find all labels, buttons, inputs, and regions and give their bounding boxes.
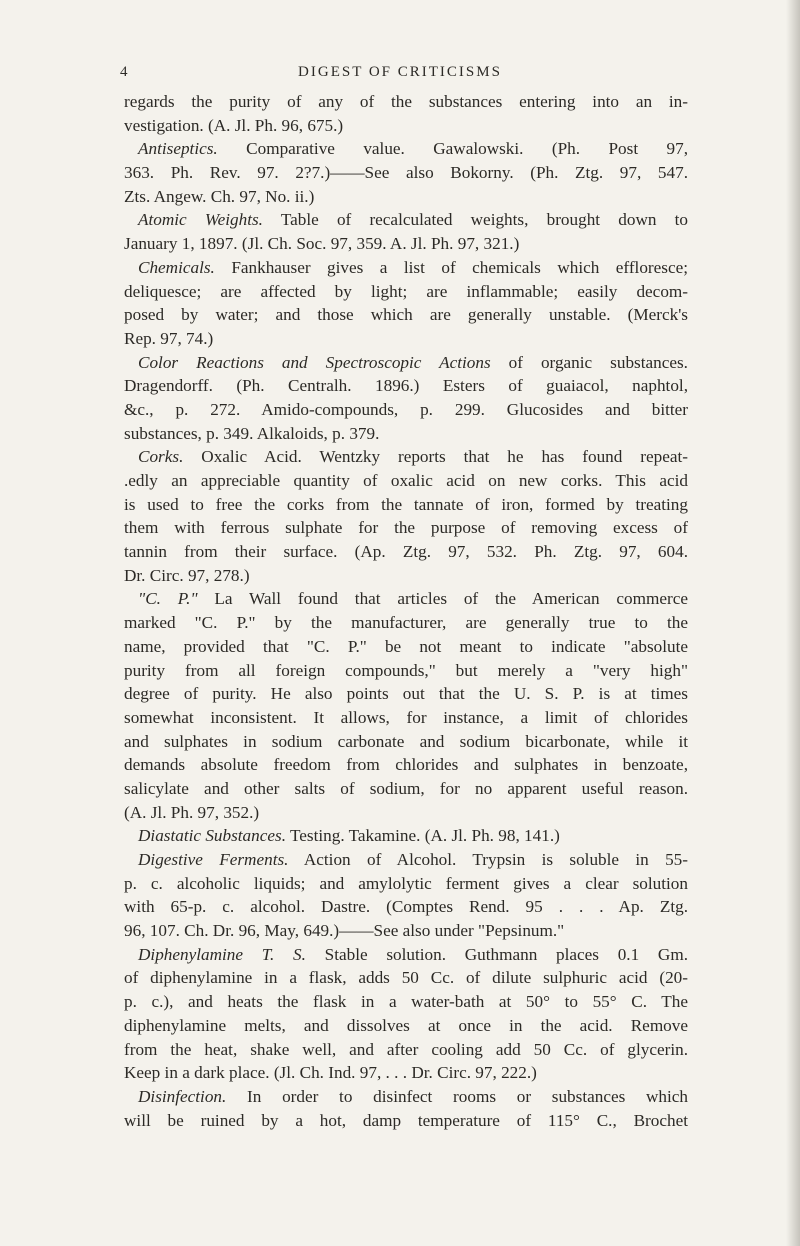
entry-heading: Disinfection. [138,1086,227,1106]
text-line [124,1085,688,1109]
entry-heading: Atomic Weights. [138,210,263,230]
line-text: Dragendorff. (Ph. Centralh. 1896.) Esters of guaiacol, naphtol, [124,376,688,396]
line-text: of diphenylamine in a flask, adds 50 Cc. of dilute sulphuric acid (20- [124,968,688,988]
line-text: and sulphates in sodium carbonate and sodium bicarbonate, while it [124,731,688,751]
text-line [124,706,688,730]
page-body [124,90,688,1132]
text-line [124,895,688,919]
line-text: p. c. alcoholic liquids; and amylolytic ferment gives a clear solution [124,873,688,893]
line-text: somewhat inconsistent. It allows, for instance, a limit of chlorides [124,707,688,727]
text-line [124,753,688,777]
line-text: Oxalic Acid. Wentzky reports that he has found repeat- [183,447,688,467]
text-line [124,659,688,683]
line-text: posed by water; and those which are generally unstable. (Merck's [124,305,688,325]
text-line [124,943,688,967]
line-text: salicylate and other salts of sodium, for no apparent useful reason. [124,778,688,798]
line-text: Rep. 97, 74.) [124,328,214,348]
entry-heading: Corks. [138,447,184,467]
text-line [124,351,688,375]
text-line [124,824,688,848]
line-text: .edly an appreciable quantity of oxalic acid on new corks. This acid [124,471,688,490]
text-line [124,208,688,232]
text-line [124,422,688,446]
text-line [124,445,688,469]
line-text: 96, 107. Ch. Dr. 96, May, 649.)——See also under "Pepsinum." [124,921,565,941]
text-line [124,990,688,1014]
page-header [0,64,800,86]
text-line [124,185,688,209]
entry-heading: Diastatic Substances. [138,826,286,846]
line-text: of organic substances. [490,352,688,372]
line-text: tannin from their surface. (Ap. Ztg. 97, 532. Ph. Ztg. 97, 604. [124,542,688,562]
text-line [124,398,688,422]
text-line [124,327,688,351]
line-text: Table of recalculated weights, brought down to [262,210,689,230]
text-line [124,801,688,825]
page-number: 4 [120,64,129,80]
entry-heading: Digestive Ferments. [138,850,289,869]
line-text: (A. Jl. Ph. 97, 352.) [124,802,260,822]
text-line [124,635,688,659]
line-text: marked "C. P." by the manufacturer, are generally true to the [124,613,688,633]
text-line [124,493,688,517]
line-text: deliquesce; are affected by light; are inflammable; easily decom- [124,281,688,301]
line-text: regards the purity of any of the substances entering into an in- [124,92,688,111]
line-text: Testing. Takamine. (A. Jl. Ph. 98, 141.) [286,826,560,846]
text-line [124,1014,688,1038]
text-line [124,1038,688,1062]
text-line [124,966,688,990]
text-line [124,232,688,256]
line-text: Fankhauser gives a list of chemicals which effloresce; [214,257,688,277]
text-line [124,872,688,896]
line-text: Dr. Circ. 97, 278.) [124,565,250,585]
entry-heading: Chemicals. [138,257,215,277]
line-text: In order to disinfect rooms or substances which [226,1086,688,1106]
text-line [124,919,688,943]
line-text: name, provided that "C. P." be not meant to indicate "absolute [124,636,688,656]
entry-heading: Diphenylamine T. S. [138,944,306,964]
text-line [124,280,688,304]
line-text: Stable solution. Guthmann places 0.1 Gm. [305,944,688,964]
line-text: substances, p. 349. Alkaloids, p. 379. [124,423,380,443]
line-text: &c., p. 272. Amido-compounds, p. 299. Glucosides and bitter [124,399,688,419]
line-text: will be ruined by a hot, damp temperature of 115° C., Brochet [124,1110,688,1130]
line-text: Zts. Angew. Ch. 97, No. ii.) [124,186,315,206]
text-line [124,303,688,327]
page-edge-shadow [786,0,800,1246]
line-text: Comparative value. Gawalowski. (Ph. Post 97, [217,139,688,159]
line-text: La Wall found that articles of the American commerce [197,589,688,609]
line-text: 363. Ph. Rev. 97. 2?7.)——See also Bokorny. (Ph. Ztg. 97, 547. [124,163,688,183]
text-line [124,114,688,138]
text-line [124,469,688,493]
text-line [124,730,688,754]
line-text: demands absolute freedom from chlorides and sulphates in benzoate, [124,755,688,775]
running-head: DIGEST OF CRITICISMS [298,64,502,80]
text-line [124,516,688,540]
text-line [124,777,688,801]
line-text: with 65-p. c. alcohol. Dastre. (Comptes Rend. 95 . . . Ap. Ztg. [124,897,688,917]
text-line [124,374,688,398]
text-line [124,256,688,280]
text-line [124,682,688,706]
entry-heading: Color Reactions and Spectroscopic Actions [138,352,491,372]
text-line [124,611,688,635]
text-line [124,1109,688,1133]
line-text: January 1, 1897. (Jl. Ch. Soc. 97, 359. A. Jl. Ph. 97, 321.) [124,234,520,254]
text-line [124,540,688,564]
line-text: is used to free the corks from the tannate of iron, formed by treating [124,494,688,514]
text-line [124,90,688,114]
line-text: diphenylamine melts, and dissolves at once in the acid. Remove [124,1015,688,1035]
line-text: p. c.), and heats the flask in a water-bath at 50° to 55° C. The [124,992,688,1012]
line-text: purity from all foreign compounds," but merely a "very high" [124,660,688,680]
text-line [124,137,688,161]
text-line [124,1061,688,1085]
line-text: from the heat, shake well, and after cooling add 50 Cc. of glycerin. [124,1039,688,1059]
line-text: Keep in a dark place. (Jl. Ch. Ind. 97, . . . Dr. Circ. 97, 222.) [124,1063,537,1083]
text-line [124,848,688,872]
line-text: Action of Alcohol. Trypsin is soluble in 55- [288,850,688,869]
line-text: vestigation. (A. Jl. Ph. 96, 675.) [124,115,344,135]
text-line [124,564,688,588]
text-line [124,587,688,611]
text-line [124,161,688,185]
entry-heading: "C. P." [138,589,198,609]
line-text: degree of purity. He also points out that the U. S. P. is at times [124,684,688,704]
entry-heading: Antiseptics. [138,139,218,159]
line-text: them with ferrous sulphate for the purpose of removing excess of [124,518,688,538]
